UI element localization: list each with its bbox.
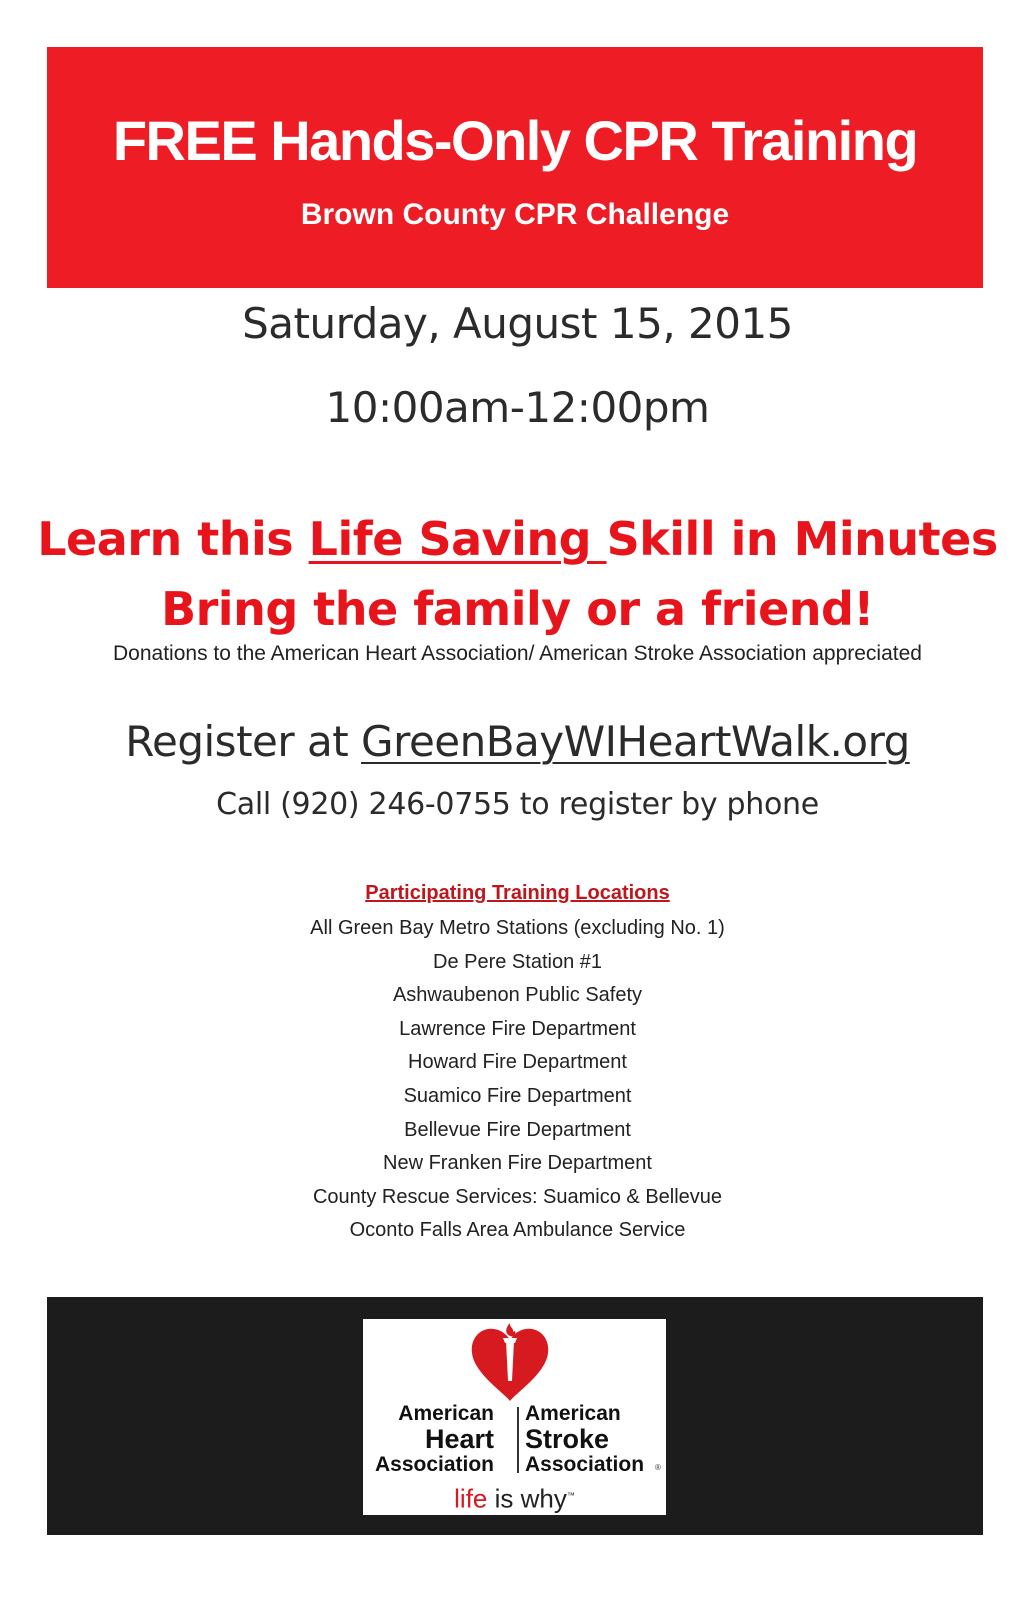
aha-word-3: Association xyxy=(374,1453,494,1476)
location-item: Howard Fire Department xyxy=(408,1051,627,1074)
headline-underlined: Life Saving xyxy=(308,512,607,566)
header-banner xyxy=(47,47,983,288)
locations-heading: Participating Training Locations xyxy=(365,882,670,904)
heart-torch-icon xyxy=(468,1321,552,1403)
register-line xyxy=(0,715,1035,769)
event-date: Saturday, August 15, 2015 xyxy=(242,299,793,348)
location-item: Suamico Fire Department xyxy=(403,1084,632,1107)
asa-word-2: Stroke xyxy=(525,1424,610,1454)
headline-suffix: Skill in Minutes xyxy=(606,512,998,566)
headline-prefix: Learn this xyxy=(37,512,309,566)
location-item: New Franken Fire Department xyxy=(383,1152,652,1175)
event-time: 10:00am-12:00pm xyxy=(325,383,710,432)
register-prefix: Register at xyxy=(125,717,362,766)
location-item: Lawrence Fire Department xyxy=(399,1017,636,1040)
aha-asa-logo xyxy=(363,1319,666,1515)
location-item: All Green Bay Metro Stations (excluding No. 1) xyxy=(310,917,725,939)
registered-mark: ® xyxy=(655,1463,661,1472)
logo-tagline xyxy=(363,1481,666,1514)
location-item: Ashwaubenon Public Safety xyxy=(392,984,643,1007)
headline-line-2: Bring the family or a friend! xyxy=(161,582,874,636)
headline-line-1 xyxy=(0,510,1035,568)
location-item: Oconto Falls Area Ambulance Service xyxy=(349,1219,686,1242)
asa-word-3: Association xyxy=(525,1453,645,1476)
aha-wordmark xyxy=(375,1402,494,1477)
donations-note: Donations to the American Heart Association/ American Stroke Association appreciated xyxy=(113,642,922,665)
locations-list xyxy=(0,912,1035,1248)
location-item: Bellevue Fire Department xyxy=(404,1118,631,1141)
banner-subtitle: Brown County CPR Challenge xyxy=(300,198,730,231)
asa-word-1: American xyxy=(525,1402,621,1425)
aha-word-1: American xyxy=(398,1402,494,1425)
trademark-mark: ™ xyxy=(566,1491,575,1500)
phone-register-text: Call (920) 246-0755 to register by phone xyxy=(216,787,819,822)
location-item: County Rescue Services: Suamico & Bellevue xyxy=(312,1185,723,1208)
tagline-rest: is why xyxy=(487,1483,567,1514)
location-item: De Pere Station #1 xyxy=(433,950,602,973)
aha-word-2: Heart xyxy=(424,1424,494,1454)
banner-title: FREE Hands-Only CPR Training xyxy=(112,109,918,172)
tagline-life: life xyxy=(454,1483,488,1514)
register-link[interactable]: GreenBayWIHeartWalk.org xyxy=(361,717,910,766)
asa-wordmark xyxy=(525,1402,644,1477)
logo-divider xyxy=(517,1407,519,1473)
